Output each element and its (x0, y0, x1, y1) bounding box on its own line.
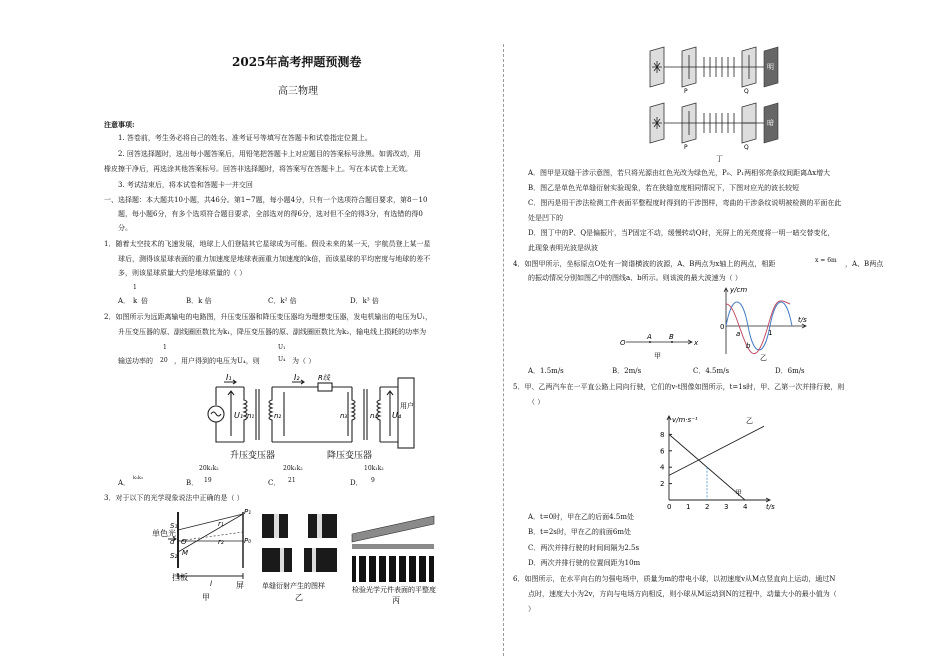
q2-option-c-den: 21 (288, 477, 296, 484)
label-mono: 单色光 (152, 529, 176, 538)
y-tick-label: 6 (660, 447, 665, 456)
double-slit-figure (148, 506, 258, 606)
label-screen: 屏 (236, 581, 244, 590)
label-r: R线 (318, 374, 330, 382)
q1-option-c: C．k² 倍 (268, 297, 297, 305)
notice-item: 3. 考试结束后，将本试卷和答题卡一并交回 (118, 181, 253, 189)
q2-stem: 为（ ） (292, 357, 316, 365)
transmission-circuit-figure (200, 370, 415, 472)
q2-frac-den: 20 (160, 357, 168, 364)
q2-option-d-label: D． (350, 479, 363, 487)
x-tick-label: 4 (743, 503, 748, 511)
notice-item: 橡皮擦干净后，再选涂其他答案标号。回答非选择题时，将答案写在答题卡上。写在本试卷上无效。 (104, 165, 412, 173)
label-jia: 甲 (202, 593, 210, 602)
vibration-graph-figure (716, 284, 816, 362)
q4-option-b: B．2m/s (612, 367, 642, 375)
q3-stem: 3．对于以下的光学现象说法中正确的是（ ） (104, 494, 244, 502)
label-d: d (170, 538, 175, 546)
q2-option-b-num: 20k₁k₂ (199, 465, 219, 472)
q1-stem: 多，则该星球质量大约是地球质量的（ ） (118, 269, 247, 277)
label-dark: 暗 (767, 119, 774, 127)
label-i2: I₂ (294, 373, 300, 382)
section-intro: 一、选择题：本大题共10小题，共46分。第1~7题，每小题4分，只有一个选项符合题目要求，第8－10 (104, 196, 428, 204)
label-m: M (182, 549, 189, 557)
q2-option-b-label: B． (186, 479, 199, 487)
q1-option-b: B．k 倍 (186, 297, 212, 305)
label-r2: r₂ (218, 538, 224, 546)
q2-ratio-den: U₄ (278, 356, 286, 363)
series-label: 甲 (735, 489, 742, 497)
q1-option-a-suffix: 倍 (141, 297, 148, 305)
q2-stem: 2．如图所示为远距离输电的电路图，升压变压器和降压变压器均为理想变压器，发电机输出的电压为U₁， (104, 313, 433, 321)
label-step-up: 升压变压器 (230, 451, 276, 461)
x-tick-label: 2 (705, 503, 710, 511)
q5-option-c: C．两次并排行驶的时间间隔为2.5s (528, 544, 640, 552)
wave-axis-figure (620, 330, 700, 360)
label-o: O (620, 339, 626, 347)
q5-option-d: D．两次并排行驶的位置间距为10m (528, 559, 641, 567)
y-axis (667, 416, 671, 500)
section-intro: 题，每小题6分，有多个选项符合题目要求，全部选对的得6分，选对但不全的得3分，有选错的得0 (118, 210, 423, 218)
q6-stem: ） (528, 605, 535, 613)
x-tick-label: 1 (686, 503, 691, 511)
label-r1: r₁ (218, 520, 224, 528)
x-axis (669, 498, 770, 502)
label-p0: P₀ (244, 537, 252, 545)
flatness-test-figure (352, 512, 452, 604)
q2-stem: ，用户得到的电压为U₄，则 (174, 357, 260, 365)
y-tick-label: 2 (660, 480, 665, 489)
q4-distance: x = 6m (815, 257, 837, 264)
single-slit-figure (262, 514, 342, 604)
y-axis-label: v/m·s⁻¹ (672, 416, 698, 424)
y-tick-label: 4 (660, 463, 665, 472)
label-s2: S₂ (170, 552, 178, 560)
q2-stem: 输送功率的 (118, 357, 153, 365)
column-divider (503, 44, 504, 656)
label-bing: 丙 (392, 596, 400, 605)
q1-option-a-den: k (133, 297, 138, 305)
label-p: P (684, 144, 688, 151)
x-tick-label: 3 (724, 503, 729, 511)
series-label: 乙 (746, 417, 753, 426)
label-jia: 甲 (654, 352, 661, 360)
label-yi: 乙 (295, 593, 303, 602)
label-u4: U₄ (392, 411, 402, 420)
label-baffle: 挡板 (172, 573, 188, 582)
label-o: O (181, 538, 187, 546)
label-curve-b: b (746, 342, 751, 350)
q3-option-c: C．图丙是用干涉法检测工件表面平整程度时得到的干涉图样，弯曲的干涉条纹说明被检测的平面在此 (528, 199, 842, 207)
q4-option-c: C．4.5m/s (693, 367, 730, 375)
label-u1: U₁ (234, 411, 244, 420)
label-step-down: 降压变压器 (327, 451, 373, 461)
q1-option-a-label: A． (118, 297, 131, 305)
q4-stem: 4．如图甲所示，坐标原点O处有一简谐横波的波源，A、B两点为x轴上的两点，相距 (513, 260, 776, 268)
q5-option-a: A．t=0时，甲在乙的后面4.5m处 (528, 513, 634, 521)
label-q: Q (744, 88, 749, 95)
q2-option-b-den: 19 (204, 477, 212, 484)
q1-option-d: D．k³ 倍 (350, 297, 379, 305)
q4-stem: ，A、B两点 (845, 260, 884, 268)
x-axis-label: t/s (766, 503, 775, 511)
q4-stem: 的振动情况分别如图乙中的图线a、b所示。则该波的最大波速为（ ） (528, 274, 742, 282)
q1-stem: 1．随着太空技术的飞速发展，地球上人们登陆其它星球成为可能。假设未来的某一天，宇航员登上某一星 (104, 240, 431, 248)
q5-stem: 5．甲、乙两汽车在一平直公路上同向行驶，它们的v-t图像如图所示，t=1s时，甲、乙第一次并排行驶，则 (513, 383, 845, 391)
series-line (669, 426, 764, 475)
label-ylabel: y/cm (730, 286, 748, 294)
q3-option-a: A．图甲是双缝干涉示意图，若只将光源由红色光改为绿色光，P₀、P₁两相邻亮条纹间距离Δx增大 (528, 169, 831, 177)
q2-option-a: k₁k₂ (133, 475, 144, 481)
q4-option-d: D．6m/s (775, 367, 805, 375)
label-curve-a: a (736, 330, 741, 338)
label-n1: n₁ (247, 412, 255, 420)
label-b: B (669, 333, 674, 341)
polarizer-figure (646, 47, 786, 165)
label-zero: 0 (720, 323, 725, 331)
notice-heading: 注意事项: (104, 120, 135, 129)
q2-frac-num: 1 (163, 344, 167, 351)
q2-option-c-label: C． (268, 479, 281, 487)
label-yi-caption: 单缝衍射产生的图样 (262, 582, 325, 590)
q2-ratio-num: U₁ (278, 344, 286, 351)
q2-option-c-num: 20k₁k₂ (283, 465, 303, 472)
q2-option-d-num: 10k₁k₂ (364, 465, 384, 472)
label-s1: S₁ (170, 522, 178, 530)
q1-stem: 球后，测得该星球表面的重力加速度是地球表面重力加速度的k倍，而该星球的平均密度与地球的差不 (118, 255, 431, 263)
notice-item: 1. 答卷前，考生务必将自己的姓名、准考证号等填写在答题卡和试卷指定位置上。 (118, 134, 372, 142)
section-intro: 分。 (118, 224, 132, 232)
q2-option-d-den: 9 (371, 477, 375, 484)
label-q: Q (744, 144, 749, 151)
label-yi: 乙 (760, 354, 767, 362)
label-l: l (210, 580, 212, 588)
q3-option-d: D．图丁中的P、Q是偏振片，当P固定不动，缓慢转动Q时，光屏上的光亮度将一明一暗交替变化， (528, 229, 835, 237)
label-n3: n₃ (340, 412, 348, 420)
q1-option-a-num: 1 (133, 284, 137, 291)
q5-option-b: B．t=2s时，甲在乙的前面6m处 (528, 528, 631, 536)
q2-stem: 升压变压器的原、副线圈匝数比为k₁，降压变压器的原、副线圈匝数比为k₂，输电线上损耗的功率为 (118, 328, 427, 336)
label-n2: n₂ (274, 412, 282, 420)
q6-stem: 点时，速度大小为2v，方向与电场方向相反，则小球从M运动到N的过程中，动量大小的最小值为（ (528, 590, 837, 598)
label-i1: I₁ (226, 373, 232, 382)
label-a: A (647, 333, 652, 341)
q3-option-c-cont: 处是凹下的 (528, 214, 563, 222)
page-subtitle: 高三物理 (278, 86, 318, 97)
label-bing-caption: 检验光学元件表面的平整度 (352, 586, 436, 594)
x-tick-label: 0 (667, 503, 672, 511)
label-one: 1 (768, 329, 773, 337)
q4-option-a: A．1.5m/s (528, 367, 564, 375)
q2-option-a-label: A． (118, 479, 131, 487)
label-n4: n₄ (370, 412, 378, 420)
q6-stem: 6．如图所示，在水平向右的匀强电场中，质量为m的带电小球，以初速度v从M点竖直向上运动，通过N (513, 575, 836, 583)
label-user: 用户 (400, 402, 414, 410)
vt-chart (655, 407, 780, 510)
notice-item: 2. 回答选择题时，选出每小题答案后，用铅笔把答题卡上对应题目的答案标号涂黑。如需改动，用 (118, 150, 421, 158)
y-tick-label: 8 (660, 430, 665, 439)
label-bright: 明 (767, 63, 774, 71)
label-p: P (684, 88, 688, 95)
label-ding: 丁 (716, 155, 723, 163)
label-x: x (694, 339, 699, 347)
label-p1: P₁ (244, 508, 252, 516)
q5-stem: （ ） (528, 398, 545, 406)
page-title: 2025年高考押题预测卷 (232, 55, 362, 69)
q3-option-b: B．图乙是单色光单缝衍射实验现象，若在狭缝宽度相同情况下，下图对应光的波长较短 (528, 184, 800, 192)
q3-option-d-cont: 此现象表明光波是纵波 (528, 244, 598, 252)
label-tlabel: t/s (798, 316, 807, 324)
